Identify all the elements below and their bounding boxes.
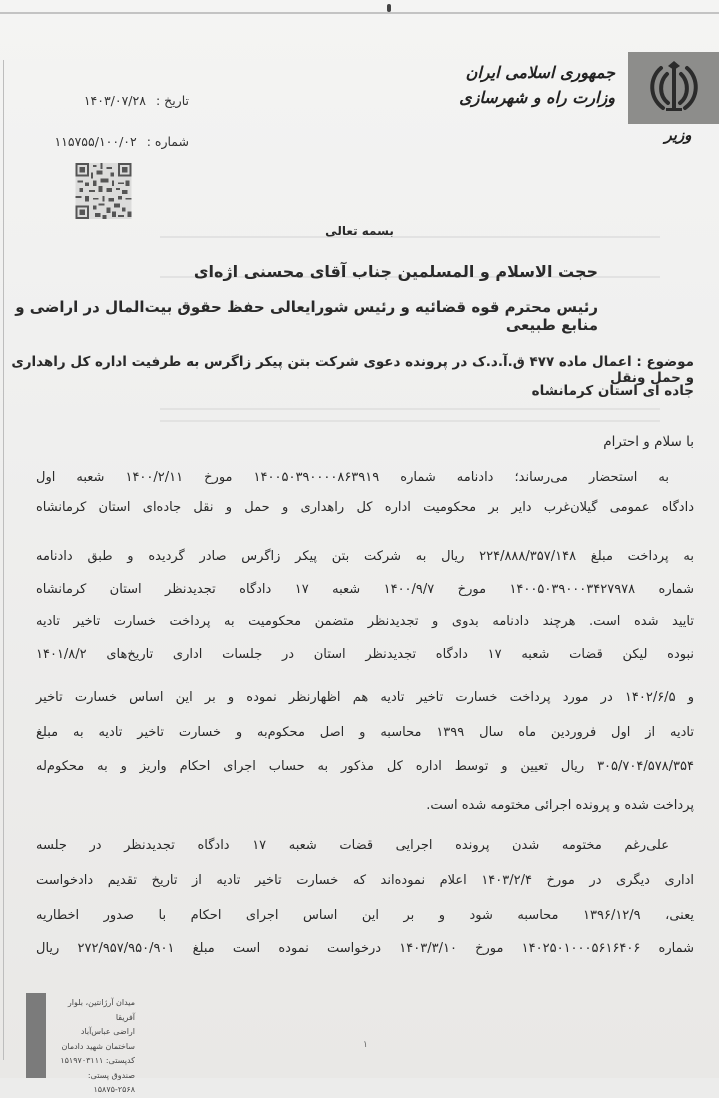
body-line: علی‌رغم مختومه شدن پرونده اجرایی قضات شعبه ۱۷ دادگاه تجدیدنظر در جلسه xyxy=(36,838,669,853)
subject-line-continued: جاده ای استان کرمانشاه xyxy=(531,383,694,399)
iran-emblem-icon xyxy=(628,52,719,124)
body-line: شماره ۱۴۰۲۵۰۱۰۰۰۵۶۱۶۴۰۶ مورخ ۱۴۰۳/۳/۱۰ درخواست نموده است مبلغ ۲۷۲/۹۵۷/۹۵۰/۹۰۱ ریال xyxy=(36,941,695,956)
bismillah-heading: بسمه تعالی xyxy=(325,224,394,238)
date-value: ۱۴۰۳/۰۷/۲۸ xyxy=(83,93,146,108)
page-edge xyxy=(3,60,4,1060)
body-line: اداری دیگری در مورخ ۱۴۰۳/۲/۴ اعلام نموده‌اند که خسارت تاخیر تادیه از تاریخ تقدیم دادخواست xyxy=(36,873,694,888)
number-label: شماره : xyxy=(146,134,189,149)
bleed-through xyxy=(160,408,660,410)
body-line: تادیه از اول فروردین ماه سال ۱۳۹۹ محاسبه و اصل محکوم‌به و خسارت تاخیر تادیه به مبلغ xyxy=(36,725,694,740)
body-line: تایید شده است. هرچند دادنامه بدوی و تجدیدنظر متضمن محکومیت به پرداخت خسارت تاخیر تادیه xyxy=(36,614,694,629)
address-line: ساختمان شهید دادمان xyxy=(61,1041,135,1051)
postal-code: کدپستی: ۱۵۱۹۷۰۳۱۱۱ xyxy=(60,1056,135,1065)
body-line: ۳۰۵/۷۰۴/۵۷۸/۳۵۴ ریال تعیین و توسط اداره کل مذکور به حساب اجرای احکام واریز و به محکوم‌له xyxy=(36,759,694,774)
po-box: صندوق پستی: ۲۵۶۸-۱۵۸۷۵ xyxy=(87,1070,135,1094)
body-line: یعنی، ۱۳۹۶/۱۲/۹ محاسبه شود و بر این اساس اجرای احکام با صدور اخطاریه xyxy=(36,908,694,923)
office-title: وزیر xyxy=(664,126,692,144)
address-line: میدان آرژانتین، بلوار آفریقا xyxy=(67,998,135,1022)
subject-line: موضوع : اعمال ماده ۴۷۷ ق.آ.د.ک در پرونده دعوی شرکت بتن پیکر زاگرس به طرفیت اداره کل راهداری و حمل ونقل xyxy=(11,354,694,386)
body-line: نبوده لیکن قضات شعبه ۱۷ دادگاه تجدیدنظر استان در جلسات اداری تاریخ‌های ۱۴۰۱/۸/۲ xyxy=(36,647,695,662)
body-line: دادگاه عمومی گیلان‌غرب دایر بر محکومیت اداره کل راهداری و حمل و نقل جاده‌ای استان کرمانشاه xyxy=(36,500,694,515)
date-label: تاریخ : xyxy=(155,93,189,108)
body-line: و ۱۴۰۲/۶/۵ در مورد پرداخت خسارت تاخیر تادیه هم اظهارنظر نموده و بر این اساس خسارت تاخیر xyxy=(36,690,694,705)
body-line: به استحضار می‌رساند؛ دادنامه شماره ۱۴۰۰۵۰۳۹۰۰۰۰۸۶۳۹۱۹ مورخ ۱۴۰۰/۲/۱۱ شعبه اول xyxy=(36,470,670,485)
footer-address xyxy=(50,996,135,1098)
footer-bar xyxy=(26,993,46,1078)
body-line: شماره ۱۴۰۰۵۰۳۹۰۰۰۳۴۲۷۹۷۸ مورخ ۱۴۰۰/۹/۷ شعبه ۱۷ دادگاه تجدیدنظر استان کرمانشاه xyxy=(36,582,695,597)
country-name: جمهوری اسلامی ایران xyxy=(465,63,615,82)
number-value: ۱۱۵۷۵۵/۱۰۰/۰۲ xyxy=(54,134,137,149)
addressee-name: حجت الاسلام و المسلمین جناب آقای محسنی اژه‌ای xyxy=(193,262,598,281)
letter-date xyxy=(14,93,189,108)
addressee-title: رئیس محترم قوه قضائیه و رئیس شورایعالی حفظ حقوق بیت‌المال در اراضی و منابع طبیعی xyxy=(15,298,598,334)
body-line: پرداخت شده و پرونده اجرائی مختومه شده است. xyxy=(426,798,694,813)
address-line: اراضی عباس‌آباد xyxy=(80,1027,135,1036)
greeting: با سلام و احترام xyxy=(603,434,694,450)
letterhead-title xyxy=(459,60,615,110)
ministry-name: وزارت راه و شهرسازی xyxy=(459,88,615,107)
staple-mark xyxy=(387,4,391,12)
letter-number xyxy=(14,134,189,149)
body-line: به پرداخت مبلغ ۲۲۴/۸۸۸/۳۵۷/۱۴۸ ریال به شرکت بتن پیکر زاگرس صادر گردیده و طبق دادنامه xyxy=(36,549,694,564)
paper-fold-line xyxy=(0,12,719,14)
bleed-through xyxy=(160,420,660,422)
page-number: ۱ xyxy=(363,1040,368,1050)
qr-code-icon xyxy=(74,163,133,219)
